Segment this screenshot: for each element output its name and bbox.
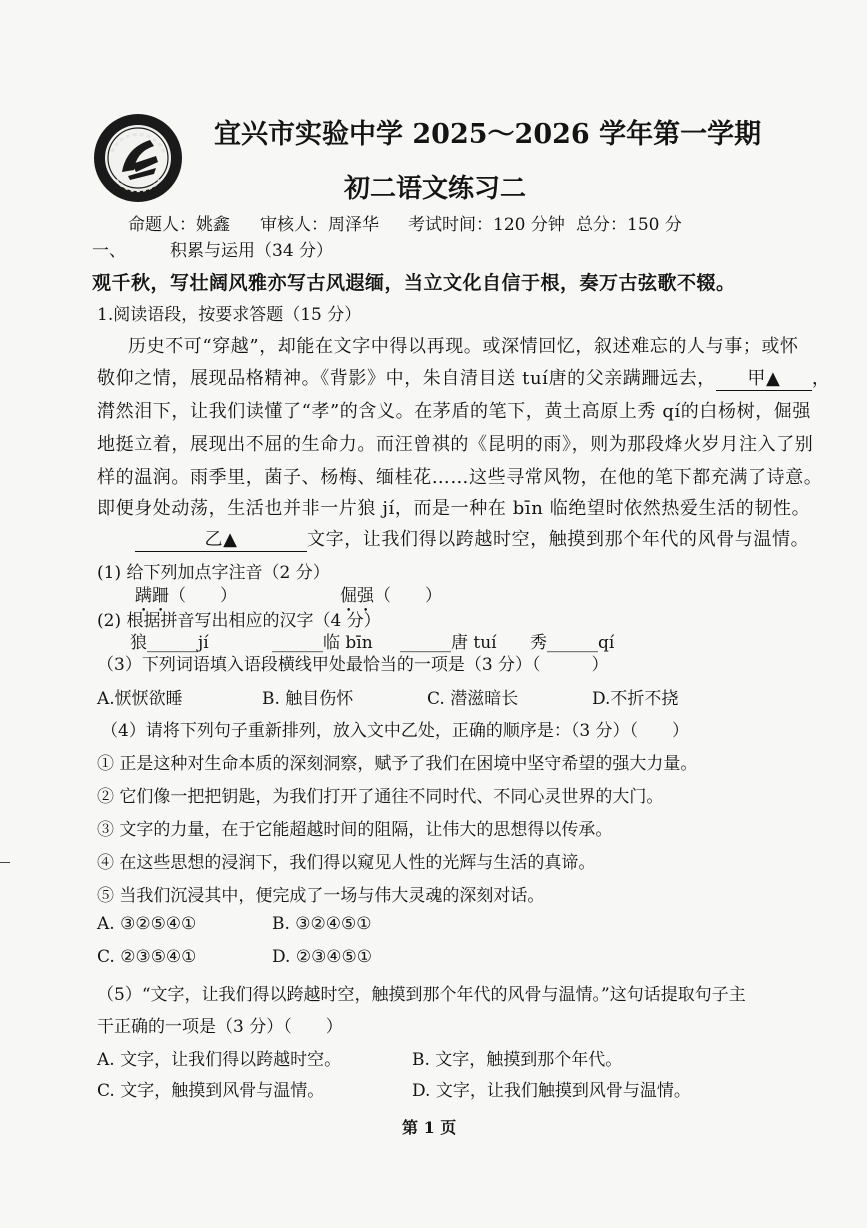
option-4d[interactable]: D. ②③④⑤① <box>272 947 373 967</box>
sub-question-2-title: (2) 根据拼音写出相应的汉字（4 分） <box>97 611 381 631</box>
setter-info: 命题人：姚鑫 <box>128 215 230 235</box>
passage-line-2 <box>97 364 831 391</box>
option-4c[interactable]: C. ②③⑤④① <box>97 947 197 967</box>
pinyin-word-1: 蹒跚 <box>135 586 169 606</box>
time-info: 考试时间：120 分钟 <box>408 215 565 235</box>
blank-yi-label: 乙▲ <box>204 529 238 550</box>
sentence-1: ① 正是这种对生命本质的深刻洞察，赋予了我们在困境中坚守希望的强大力量。 <box>97 754 698 774</box>
option-5c[interactable]: C. 文字，触摸到风骨与温情。 <box>97 1081 325 1101</box>
hanzi-item-2[interactable]: ______临 bīn <box>272 633 373 653</box>
blank-yi[interactable] <box>135 525 307 552</box>
passage-line-2-end: ， <box>811 368 831 389</box>
sub-question-3-title: （3）下列词语填入语段横线甲处最恰当的一项是（3 分）（ ） <box>97 655 609 675</box>
hanzi-item-4[interactable]: 秀______qí <box>530 633 615 653</box>
score-info: 总分：150 分 <box>576 215 682 235</box>
section-number: 一、 <box>92 241 126 261</box>
blank-jia-label: 甲▲ <box>747 368 781 389</box>
sub-question-5-line-2: 干正确的一项是（3 分）（ ） <box>97 1017 343 1037</box>
passage-line-7-text: 文字，让我们得以跨越时空，触摸到那个年代的风骨与温情。 <box>307 529 810 550</box>
reviewer-info: 审核人：周泽华 <box>260 215 379 235</box>
exam-title: 宜兴市实验中学 2025～2026 学年第一学期 <box>214 119 762 150</box>
option-5a[interactable]: A. 文字，让我们得以跨越时空。 <box>97 1050 342 1070</box>
option-5b[interactable]: B. 文字，触摸到那个年代。 <box>412 1050 623 1070</box>
option-3c[interactable]: C. 潜滋暗长 <box>427 689 519 709</box>
page-number: 第 1 页 <box>402 1118 457 1137</box>
intro-quote: 观千秋，写壮阔风雅亦写古风遐缅，当立文化自信于根，奏万古弦歌不辍。 <box>92 272 736 294</box>
hanzi-item-1[interactable]: 狼______jí <box>130 633 209 653</box>
pinyin-answer-2[interactable]: （ ） <box>374 586 442 606</box>
pinyin-word-2: 倔强 <box>340 586 374 606</box>
passage-line-1: 历史不可“穿越”，却能在文字中得以再现。或深情回忆，叙述难忘的人与事；或怀 <box>128 336 799 357</box>
sentence-3: ③ 文字的力量，在于它能超越时间的阻隔，让伟大的思想得以传承。 <box>97 820 613 840</box>
sentence-4: ④ 在这些思想的浸润下，我们得以窥见人性的光辉与生活的真谛。 <box>97 853 596 873</box>
blank-jia[interactable] <box>716 364 812 391</box>
passage-line-4: 地挺立着，展现出不屈的生命力。而汪曾祺的《昆明的雨》，则为那段烽火岁月注入了别 <box>97 434 814 455</box>
hanzi-item-3[interactable]: ______唐 tuí <box>400 633 497 653</box>
passage-line-7 <box>135 525 809 552</box>
sub-question-1-title: (1) 给下列加点字注音（2 分） <box>97 563 330 583</box>
section-heading <box>92 236 333 261</box>
option-3b[interactable]: B. 触目伤怀 <box>262 689 354 709</box>
school-seal-logo <box>92 112 184 204</box>
question-1-title: 1.阅读语段，按要求答题（15 分） <box>97 305 362 325</box>
pinyin-answer-1[interactable]: （ ） <box>169 586 237 606</box>
option-3a[interactable]: A.恹恹欲睡 <box>97 689 183 709</box>
exam-subtitle: 初二语文练习二 <box>344 174 527 204</box>
option-4a[interactable]: A. ③②⑤④① <box>97 914 197 934</box>
passage-line-5: 样的温润。雨季里，菌子、杨梅、缅桂花……这些寻常风物，在他的笔下都充满了诗意。 <box>97 467 823 488</box>
passage-line-2-text: 敬仰之情，展现品格精神。《背影》中，朱自清目送 tuí唐的父亲蹒跚远去， <box>97 368 716 389</box>
sentence-5: ⑤ 当我们沉浸其中，便完成了一场与伟大灵魂的深刻对话。 <box>97 886 545 906</box>
option-5d[interactable]: D. 文字，让我们触摸到风骨与温情。 <box>412 1081 691 1101</box>
option-4b[interactable]: B. ③②④⑤① <box>272 914 372 934</box>
scan-edge-mark <box>0 862 10 863</box>
sentence-2: ② 它们像一把把钥匙，为我们打开了通往不同时代、不同心灵世界的大门。 <box>97 787 664 807</box>
sub-question-5-line-1: （5）“文字，让我们得以跨越时空，触摸到那个年代的风骨与温情。”这句话提取句子主 <box>97 985 746 1005</box>
section-title: 积累与运用（34 分） <box>170 241 334 261</box>
passage-line-3: 潸然泪下，让我们读懂了“孝”的含义。在茅盾的笔下，黄土高原上秀 qí的白杨树，倔强 <box>97 401 812 422</box>
option-3d[interactable]: D.不折不挠 <box>592 689 679 709</box>
sub-question-4-title: （4）请将下列句子重新排列，放入文中乙处，正确的顺序是：（3 分）（ ） <box>101 721 690 741</box>
passage-line-6: 即便身处动荡，生活也并非一片狼 jí，而是一种在 bīn 临绝望时依然热爱生活的韧性。 <box>97 498 811 519</box>
